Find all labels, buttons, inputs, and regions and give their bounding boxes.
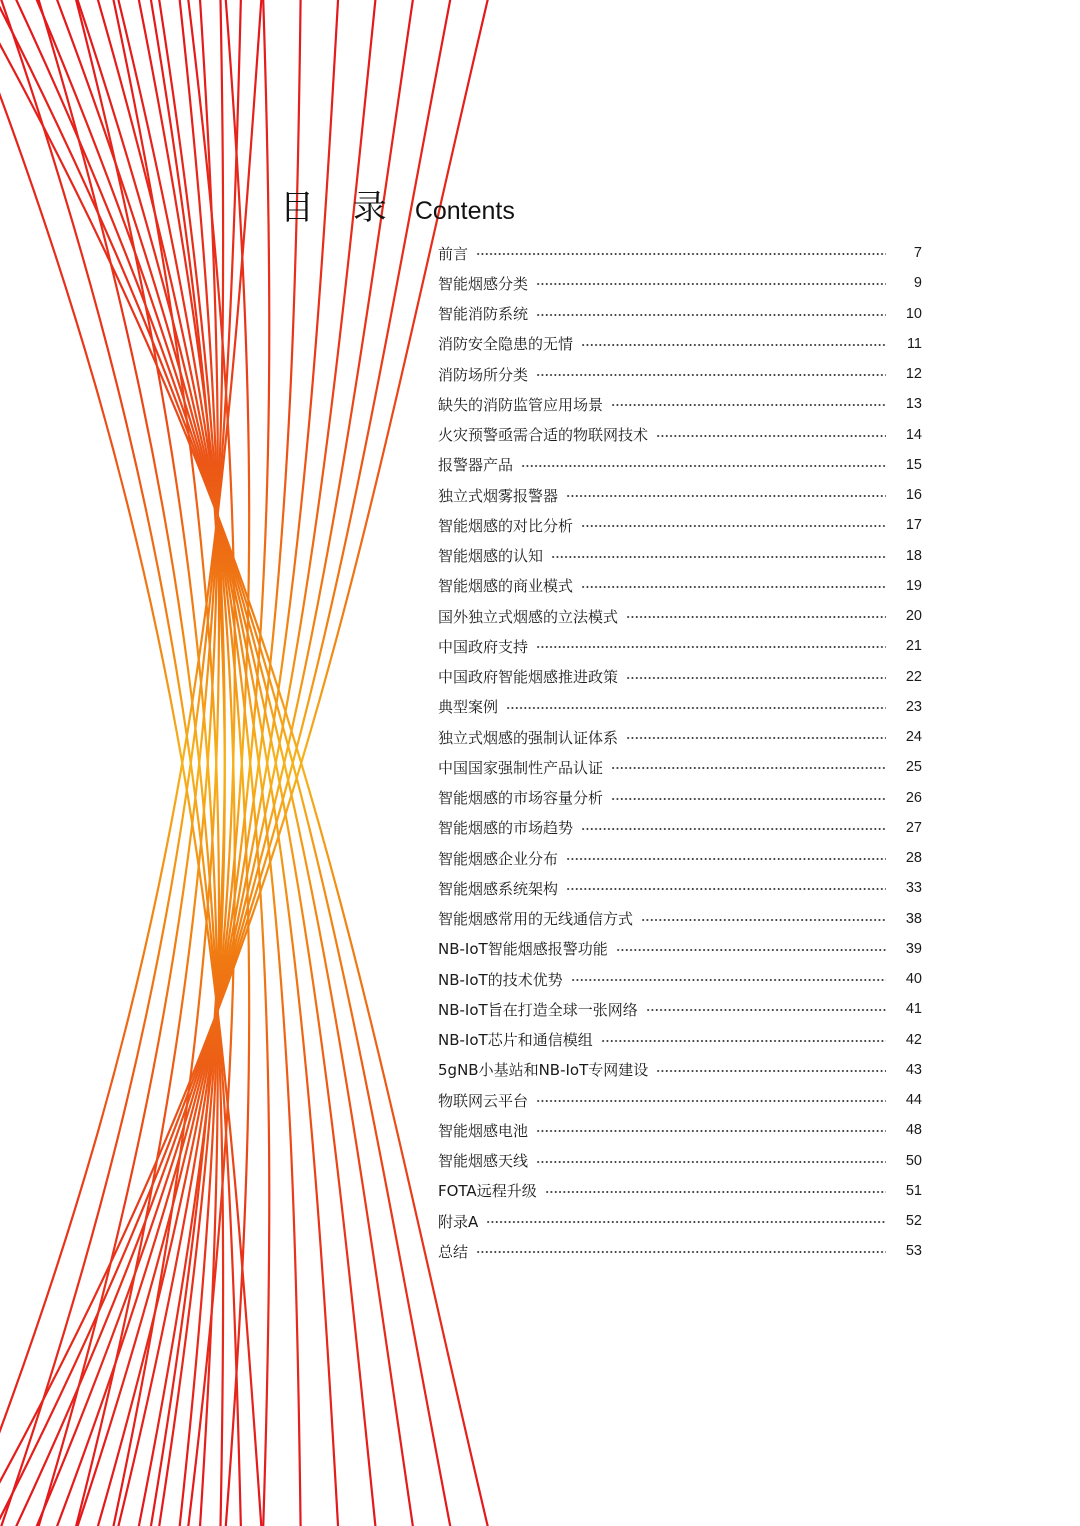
toc-dot-leader [566, 858, 886, 860]
toc-heading-cn: 目 录 [280, 188, 401, 228]
toc-entry[interactable] [438, 692, 922, 722]
toc-dot-leader [536, 1161, 886, 1163]
toc-entry-title: 中国国家强制性产品认证 [438, 758, 604, 777]
toc-entry[interactable] [438, 752, 922, 782]
toc-entry[interactable] [438, 1176, 922, 1206]
toc-entry[interactable] [438, 1055, 922, 1085]
toc-entry[interactable] [438, 1206, 922, 1236]
toc-entry[interactable] [438, 662, 922, 692]
toc-entry[interactable] [438, 510, 922, 540]
toc-dot-leader [656, 435, 886, 437]
toc-dot-leader [646, 1009, 886, 1011]
toc-entry-title: 国外独立式烟感的立法模式 [438, 607, 619, 626]
toc-entry-title: 中国政府智能烟感推进政策 [438, 668, 619, 687]
toc-entry[interactable] [438, 813, 922, 843]
toc-dot-leader [626, 616, 886, 618]
toc-entry-title: 5gNB小基站和NB-IoT专网建设 [438, 1061, 649, 1080]
toc-dot-leader [601, 1040, 886, 1042]
toc-entry[interactable] [438, 480, 922, 510]
toc-dot-leader [581, 828, 886, 830]
toc-entry-page: 20 [905, 608, 922, 625]
toc-entry-page: 41 [905, 1001, 922, 1018]
toc-entry-page: 42 [905, 1031, 922, 1048]
toc-entry[interactable] [438, 843, 922, 873]
toc-entry[interactable] [438, 329, 922, 359]
toc-entry-page: 17 [905, 517, 922, 534]
toc-dot-leader [536, 1130, 886, 1132]
toc-entry-page: 15 [905, 456, 922, 473]
toc-entry[interactable] [438, 631, 922, 661]
toc-entry-page: 43 [905, 1061, 922, 1078]
toc-entry[interactable] [438, 904, 922, 934]
toc-heading-en: Contents [414, 197, 515, 225]
toc-entry-title: 智能消防系统 [438, 305, 529, 324]
toc-entry-page: 23 [905, 698, 922, 715]
toc-dot-leader [581, 344, 886, 346]
toc-entry-title: 智能烟感电池 [438, 1121, 529, 1140]
toc-entry-title: NB-IoT智能烟感报警功能 [438, 940, 608, 959]
toc-entry-page: 19 [905, 577, 922, 594]
toc-entry-title: 报警器产品 [438, 456, 514, 475]
toc-entry-page: 38 [905, 910, 922, 927]
toc-entry-title: 中国政府支持 [438, 637, 529, 656]
toc-entry[interactable] [438, 389, 922, 419]
toc-entry-page: 10 [905, 305, 922, 322]
toc-dot-leader [616, 949, 886, 951]
toc-entry-page: 22 [905, 668, 922, 685]
toc-dot-leader [581, 525, 886, 527]
toc-entry-page: 16 [905, 487, 922, 504]
toc-entry[interactable] [438, 1025, 922, 1055]
toc-entry-page: 48 [905, 1122, 922, 1139]
toc-entry-title: 智能烟感系统架构 [438, 879, 559, 898]
toc-entry[interactable] [438, 994, 922, 1024]
toc-entry-title: 智能烟感常用的无线通信方式 [438, 910, 634, 929]
toc-entry-page: 28 [905, 850, 922, 867]
toc-dot-leader [536, 1100, 886, 1102]
toc-entry-title: 独立式烟雾报警器 [438, 486, 559, 505]
toc-entry[interactable] [438, 722, 922, 752]
decor-curve [0, 0, 241, 1526]
toc-entry-page: 21 [905, 638, 922, 655]
toc-entry-title: 火灾预警亟需合适的物联网技术 [438, 426, 649, 445]
toc-entry[interactable] [438, 873, 922, 903]
toc-entry[interactable] [438, 450, 922, 480]
toc-entry-title: 智能烟感的市场容量分析 [438, 789, 604, 808]
toc-entry-title: 智能烟感分类 [438, 274, 529, 293]
toc-entry[interactable] [438, 541, 922, 571]
toc-entry-title: 物联网云平台 [438, 1091, 529, 1110]
toc-entry-title: 智能烟感企业分布 [438, 849, 559, 868]
toc-entry-page: 9 [913, 275, 922, 292]
toc-entry[interactable] [438, 420, 922, 450]
toc-entry[interactable] [438, 964, 922, 994]
toc-entry[interactable] [438, 359, 922, 389]
decor-curve [0, 0, 241, 1526]
toc-entry-title: 消防场所分类 [438, 365, 529, 384]
toc-entry[interactable] [438, 1115, 922, 1145]
toc-entry-page: 13 [905, 396, 922, 413]
toc-dot-leader [611, 798, 886, 800]
toc-entry-page: 25 [905, 759, 922, 776]
toc-dot-leader [476, 1251, 886, 1253]
toc-dot-leader [506, 707, 886, 709]
toc-dot-leader [486, 1221, 886, 1223]
toc-dot-leader [521, 465, 886, 467]
toc-entry-page: 44 [905, 1092, 922, 1109]
toc-entry[interactable] [438, 1085, 922, 1115]
toc-dot-leader [626, 677, 886, 679]
toc-entry[interactable] [438, 601, 922, 631]
toc-entry-title: 典型案例 [438, 698, 499, 717]
toc-entry-title: 智能烟感的对比分析 [438, 516, 574, 535]
toc-entry-title: 消防安全隐患的无情 [438, 335, 574, 354]
toc-dot-leader [536, 314, 886, 316]
toc-dot-leader [626, 737, 886, 739]
toc-entry[interactable] [438, 299, 922, 329]
toc-entry-page: 51 [905, 1182, 922, 1199]
toc-dot-leader [476, 253, 886, 255]
toc-entry-title: 前言 [438, 244, 469, 263]
toc-entry-title: NB-IoT芯片和通信模组 [438, 1031, 593, 1050]
toc-entry-title: NB-IoT的技术优势 [438, 970, 563, 989]
toc-entry-title: 缺失的消防监管应用场景 [438, 395, 604, 414]
toc-entry[interactable] [438, 783, 922, 813]
toc-dot-leader [611, 767, 886, 769]
toc-entry-page: 14 [905, 426, 922, 443]
toc-entry[interactable] [438, 934, 922, 964]
toc-dot-leader [536, 374, 886, 376]
toc-entry-page: 40 [905, 971, 922, 988]
toc-entry-page: 33 [905, 880, 922, 897]
toc-dot-leader [545, 1191, 886, 1193]
toc-dot-leader [571, 979, 886, 981]
toc-entry-page: 18 [905, 547, 922, 564]
toc-entry-title: 总结 [438, 1242, 469, 1261]
toc-heading [280, 180, 515, 229]
toc-entry-title: 智能烟感的认知 [438, 547, 544, 566]
toc-entry-title: 附录A [438, 1212, 479, 1231]
toc-entry-page: 27 [905, 819, 922, 836]
toc-entry-page: 50 [905, 1152, 922, 1169]
toc-entry[interactable] [438, 238, 922, 268]
toc-entry-page: 24 [905, 729, 922, 746]
toc-entry-page: 52 [905, 1213, 922, 1230]
toc-entry-title: 智能烟感天线 [438, 1152, 529, 1171]
toc-entry-page: 39 [905, 940, 922, 957]
toc-dot-leader [536, 646, 886, 648]
toc-entry-title: 智能烟感的市场趋势 [438, 819, 574, 838]
toc-entry-page: 7 [913, 245, 922, 262]
toc-list [438, 238, 922, 1267]
toc-entry-title: NB-IoT旨在打造全球一张网络 [438, 1000, 638, 1019]
toc-entry-page: 53 [905, 1243, 922, 1260]
toc-dot-leader [566, 495, 886, 497]
toc-entry-title: 智能烟感的商业模式 [438, 577, 574, 596]
toc-dot-leader [581, 586, 886, 588]
toc-dot-leader [536, 283, 886, 285]
toc-entry-page: 12 [905, 366, 922, 383]
toc-dot-leader [641, 919, 886, 921]
toc-entry[interactable] [438, 268, 922, 298]
toc-entry[interactable] [438, 1146, 922, 1176]
toc-entry-title: 独立式烟感的强制认证体系 [438, 728, 619, 747]
toc-entry[interactable] [438, 1236, 922, 1266]
toc-entry[interactable] [438, 571, 922, 601]
toc-entry-title: FOTA远程升级 [438, 1182, 537, 1201]
toc-entry-page: 26 [905, 789, 922, 806]
toc-entry-page: 11 [906, 335, 922, 352]
toc-dot-leader [656, 1070, 886, 1072]
toc-dot-leader [551, 556, 886, 558]
toc-dot-leader [611, 404, 886, 406]
toc-dot-leader [566, 888, 886, 890]
